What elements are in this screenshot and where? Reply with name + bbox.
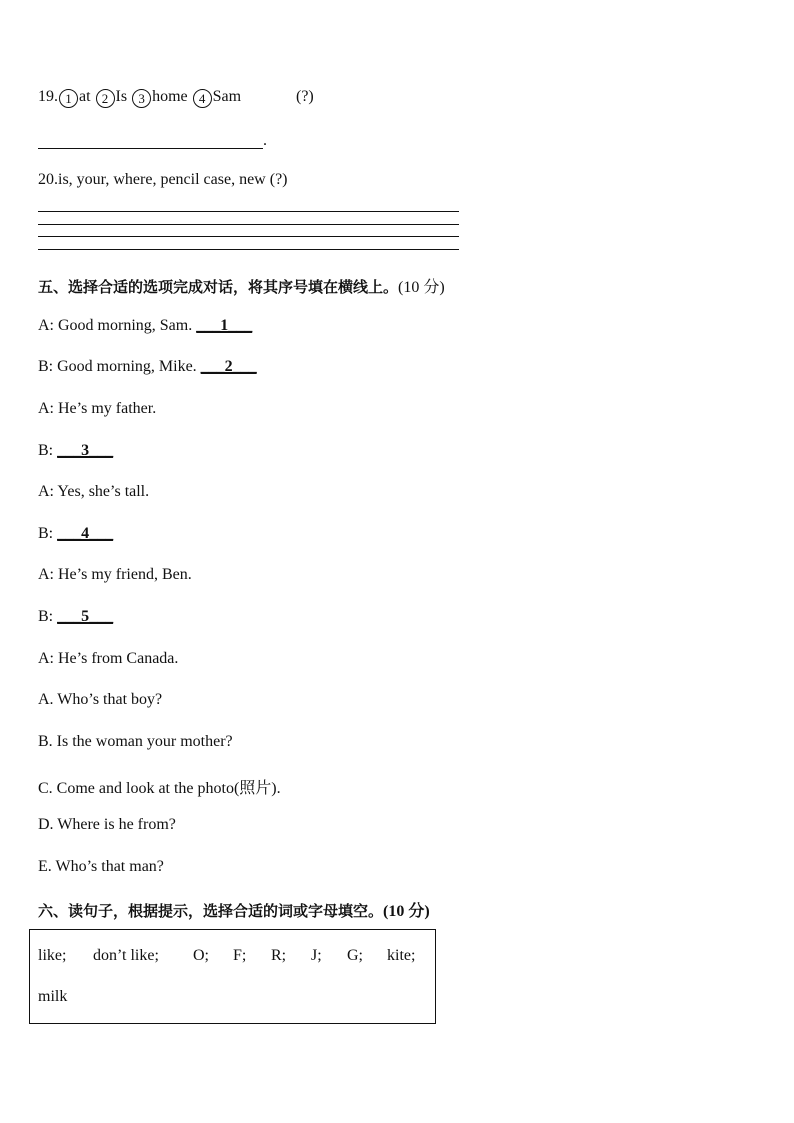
speaker: B:	[38, 442, 54, 459]
answer-blank[interactable]: ___4___	[57, 525, 114, 542]
option-c: C. Come and look at the photo(照片).	[38, 780, 281, 797]
answer-line[interactable]	[38, 224, 459, 225]
dialogue-text: Good morning, Mike.	[57, 358, 197, 375]
answer-line[interactable]	[38, 211, 459, 212]
question-19	[38, 88, 241, 108]
word-bank-item: milk	[38, 988, 68, 1005]
option-b: B. Is the woman your mother?	[38, 733, 233, 750]
section-5-heading	[38, 274, 445, 297]
answer-line[interactable]	[38, 236, 459, 237]
answer-line-period: .	[263, 132, 267, 149]
answer-blank[interactable]: ___1___	[196, 317, 253, 334]
word-option: at	[79, 88, 91, 105]
dialogue-line	[38, 358, 257, 376]
question-punct: (?)	[269, 171, 288, 188]
word-bank-item: G;	[347, 947, 363, 964]
speaker: A:	[38, 317, 54, 334]
speaker: A:	[38, 483, 54, 500]
speaker: B:	[38, 358, 54, 375]
answer-blank[interactable]: ___2___	[200, 358, 257, 375]
word-bank-item: don’t like;	[93, 947, 159, 964]
dialogue-line	[38, 400, 156, 418]
speaker: A:	[38, 650, 54, 667]
section-title: 五、选择合适的选项完成对话，将其序号填在横线上。	[38, 278, 399, 296]
dialogue-line	[38, 442, 113, 460]
dialogue-text: He’s my father.	[58, 400, 157, 417]
word-bank-item: like;	[38, 947, 67, 964]
question-number: 20.	[38, 171, 58, 188]
word-option: Sam	[212, 88, 242, 105]
answer-blank[interactable]: ___3___	[57, 442, 114, 459]
dialogue-line	[38, 483, 149, 501]
question-words: is, your, where, pencil case, new	[58, 171, 266, 188]
dialogue-text: He’s from Canada.	[58, 650, 179, 667]
circled-number: 1	[59, 89, 78, 108]
answer-line[interactable]	[38, 249, 459, 250]
circled-number: 2	[96, 89, 115, 108]
section-points: (10 分)	[398, 279, 445, 296]
answer-line[interactable]	[38, 148, 263, 149]
dialogue-text: Yes, she’s tall.	[57, 483, 150, 500]
dialogue-line	[38, 317, 252, 335]
section-6-heading	[38, 898, 430, 921]
word-bank-item: O;	[193, 947, 209, 964]
dialogue-text: He’s my friend, Ben.	[58, 566, 192, 583]
option-d: D. Where is he from?	[38, 816, 176, 833]
question-20	[38, 171, 288, 189]
question-19-punct: (?)	[296, 88, 314, 105]
dialogue-line	[38, 525, 113, 543]
answer-blank[interactable]: ___5___	[57, 608, 114, 625]
word-bank-item: R;	[271, 947, 287, 964]
word-bank-item: kite;	[387, 947, 416, 964]
dialogue-line	[38, 566, 192, 584]
word-bank-item: J;	[311, 947, 322, 964]
speaker: A:	[38, 400, 54, 417]
word-option: Is	[115, 88, 128, 105]
speaker: B:	[38, 608, 54, 625]
dialogue-line	[38, 650, 178, 668]
option-e: E. Who’s that man?	[38, 858, 164, 875]
dialogue-line	[38, 608, 113, 626]
section-points: (10 分)	[383, 903, 430, 920]
word-bank-item: F;	[233, 947, 247, 964]
word-bank-box	[29, 929, 436, 1024]
option-a: A. Who’s that boy?	[38, 691, 163, 708]
speaker: A:	[38, 566, 54, 583]
question-number: 19.	[38, 88, 58, 105]
circled-number: 4	[193, 89, 212, 108]
circled-number: 3	[132, 89, 151, 108]
speaker: B:	[38, 525, 54, 542]
section-title: 六、读句子，根据提示，选择合适的词或字母填空。	[38, 902, 384, 920]
word-option: home	[152, 88, 188, 105]
dialogue-text: Good morning, Sam.	[58, 317, 193, 334]
